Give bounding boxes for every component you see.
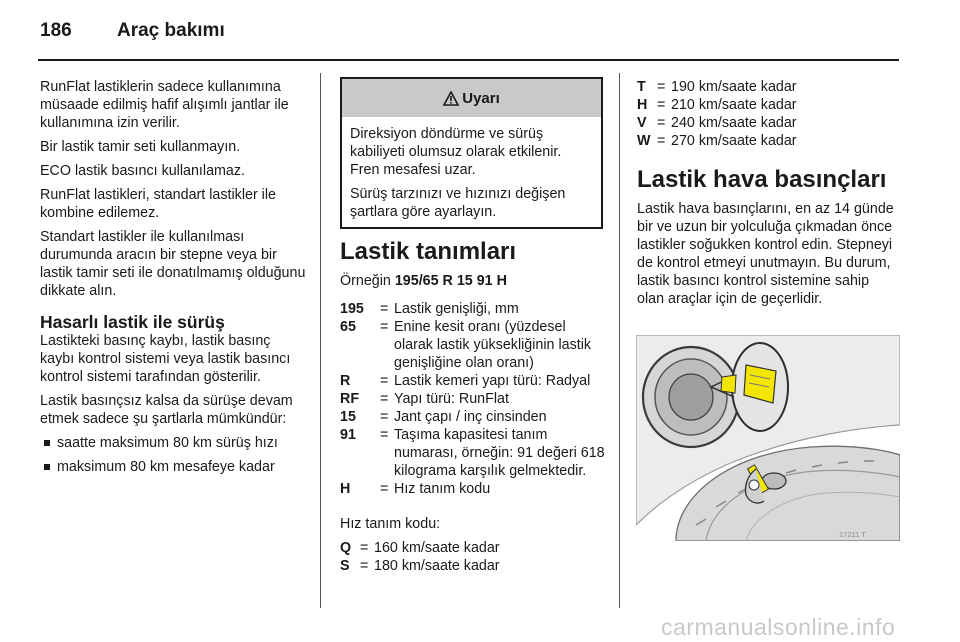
speed-value: 210 km/saate kadar: [671, 97, 797, 113]
square-bullet-icon: [44, 464, 50, 470]
tyre-pressure-heading: Lastik hava basınçları: [637, 166, 887, 193]
speed-row: [637, 78, 899, 96]
tyre-pressure-text: Lastik hava basınçlarını, en az 14 günde bir ve uzun bir yolculuğa çıkmadan önce lastikler soğukken kontrol edin. Stepneyi de kontrol etmeyi unutmayın. Bu durum, lastik basıncı kontrol sistemine sahip olan araçlar için de geçerlidir.: [637, 201, 894, 307]
speed-equals: =: [360, 558, 369, 574]
speed-row: [637, 114, 899, 132]
definition-key: RF: [340, 391, 360, 407]
definition-key: 15: [340, 409, 356, 425]
definition-equals: =: [380, 409, 389, 425]
speed-equals: =: [657, 79, 666, 95]
definition-value: Lastik genişliği, mm: [394, 301, 519, 317]
definition-equals: =: [380, 427, 389, 443]
speed-equals: =: [360, 540, 369, 556]
example-code: 195/65 R 15 91 H: [394, 273, 507, 289]
speed-equals: =: [657, 97, 666, 113]
warning-text-1: Direksiyon döndürme ve sürüş kabiliyeti olumsuz olarak etkilenir. Fren mesafesi uzar.: [350, 126, 562, 178]
bullet-item: [40, 458, 308, 476]
speed-equals: =: [657, 133, 666, 149]
column-2: [340, 238, 605, 575]
definition-key: 65: [340, 319, 356, 335]
square-bullet-icon: [44, 440, 50, 446]
warning-text-2: Sürüş tarzınızı ve hızınızı değişen şartlara göre ayarlayın.: [350, 186, 566, 220]
column-3: [637, 78, 899, 314]
standard-tyre-text: Standart lastikler ile kullanılması durumunda aracın bir stepne veya bir lastik tamir seti ile donatılmamış olduğunu dikkate alın.: [40, 229, 306, 299]
definition-row: [340, 300, 605, 318]
definition-value: Lastik kemeri yapı türü: Radyal: [394, 373, 591, 389]
example-line: [340, 272, 605, 290]
warning-title: Uyarı: [462, 89, 500, 107]
warning-header: [342, 79, 601, 117]
definition-value: Taşıma kapasitesi tanım numarası, örneğin: 91 değeri 618 kilograma karşılık gelmektedir.: [394, 427, 605, 479]
definition-row: [340, 390, 605, 408]
bullet-item: [40, 434, 308, 452]
definition-value: Hız tanım kodu: [394, 481, 491, 497]
column-divider-2: [619, 73, 620, 608]
speed-row: [340, 539, 605, 557]
speed-code-heading: Hız tanım kodu:: [340, 516, 441, 532]
definition-key: H: [340, 481, 351, 497]
definition-value: Jant çapı / inç cinsinden: [394, 409, 547, 425]
definition-equals: =: [380, 319, 389, 335]
header-rule: [38, 59, 899, 61]
page-title: Araç bakımı: [117, 20, 225, 41]
tyre-pressure-illustration: [636, 335, 900, 541]
definition-row: [340, 426, 605, 480]
speed-value: 160 km/saate kadar: [374, 540, 500, 556]
runflat-rim-text: RunFlat lastiklerin sadece kullanımına müsaade edilmiş hafif alışımlı jantlar ile kullanımına izin verilir.: [40, 79, 289, 131]
definition-value: Enine kesit oranı (yüzdesel olarak lastik yüksekliğinin lastik genişliğine olan oranı): [394, 319, 592, 371]
warning-triangle-icon: [443, 91, 459, 106]
illustration-code: 17211 T: [839, 530, 866, 539]
speed-key: T: [637, 79, 646, 95]
definition-equals: =: [380, 373, 389, 389]
speed-equals: =: [657, 115, 666, 131]
speed-key: V: [637, 115, 647, 131]
conditions-text: Lastik basınçsız kalsa da sürüşe devam etmek sadece şu şartlarla mümkündür:: [40, 393, 293, 427]
speed-row: [637, 132, 899, 150]
definition-equals: =: [380, 391, 389, 407]
speed-value: 270 km/saate kadar: [671, 133, 797, 149]
definition-equals: =: [380, 481, 389, 497]
column-1: [40, 78, 308, 482]
definition-row: [340, 480, 605, 498]
speed-key: S: [340, 558, 350, 574]
speed-value: 190 km/saate kadar: [671, 79, 797, 95]
warning-box: [340, 77, 603, 229]
speed-key: W: [637, 133, 651, 149]
definition-value: Yapı türü: RunFlat: [394, 391, 509, 407]
damaged-tyre-heading: Hasarlı lastik ile sürüş: [40, 312, 225, 332]
definition-row: [340, 408, 605, 426]
column-divider-1: [320, 73, 321, 608]
definition-equals: =: [380, 301, 389, 317]
speed-row: [637, 96, 899, 114]
speed-row: [340, 557, 605, 575]
definition-row: [340, 318, 605, 372]
warning-body: [342, 117, 601, 235]
definition-key: 91: [340, 427, 356, 443]
example-prefix: Örneğin: [340, 273, 395, 289]
tyre-designations-heading: Lastik tanımları: [340, 238, 517, 265]
definition-key: 195: [340, 301, 364, 317]
repair-kit-text: Bir lastik tamir seti kullanmayın.: [40, 139, 241, 155]
page-number: 186: [40, 20, 72, 41]
speed-key: H: [637, 97, 648, 113]
watermark: carmanualsonline.info: [661, 614, 896, 640]
speed-value: 180 km/saate kadar: [374, 558, 500, 574]
runflat-combine-text: RunFlat lastikleri, standart lastikler ile kombine edilemez.: [40, 187, 276, 221]
speed-key: Q: [340, 540, 352, 556]
bullet-text: saatte maksimum 80 km sürüş hızı: [57, 435, 278, 451]
eco-pressure-text: ECO lastik basıncı kullanılamaz.: [40, 163, 246, 179]
bullet-text: maksimum 80 km mesafeye kadar: [57, 459, 275, 475]
definition-key: R: [340, 373, 351, 389]
speed-value: 240 km/saate kadar: [671, 115, 797, 131]
definition-row: [340, 372, 605, 390]
pressure-loss-text: Lastikteki basınç kaybı, lastik basınç kaybı kontrol sistemi veya lastik basıncı kontrol sistemi tarafından gösterilir.: [40, 333, 291, 385]
